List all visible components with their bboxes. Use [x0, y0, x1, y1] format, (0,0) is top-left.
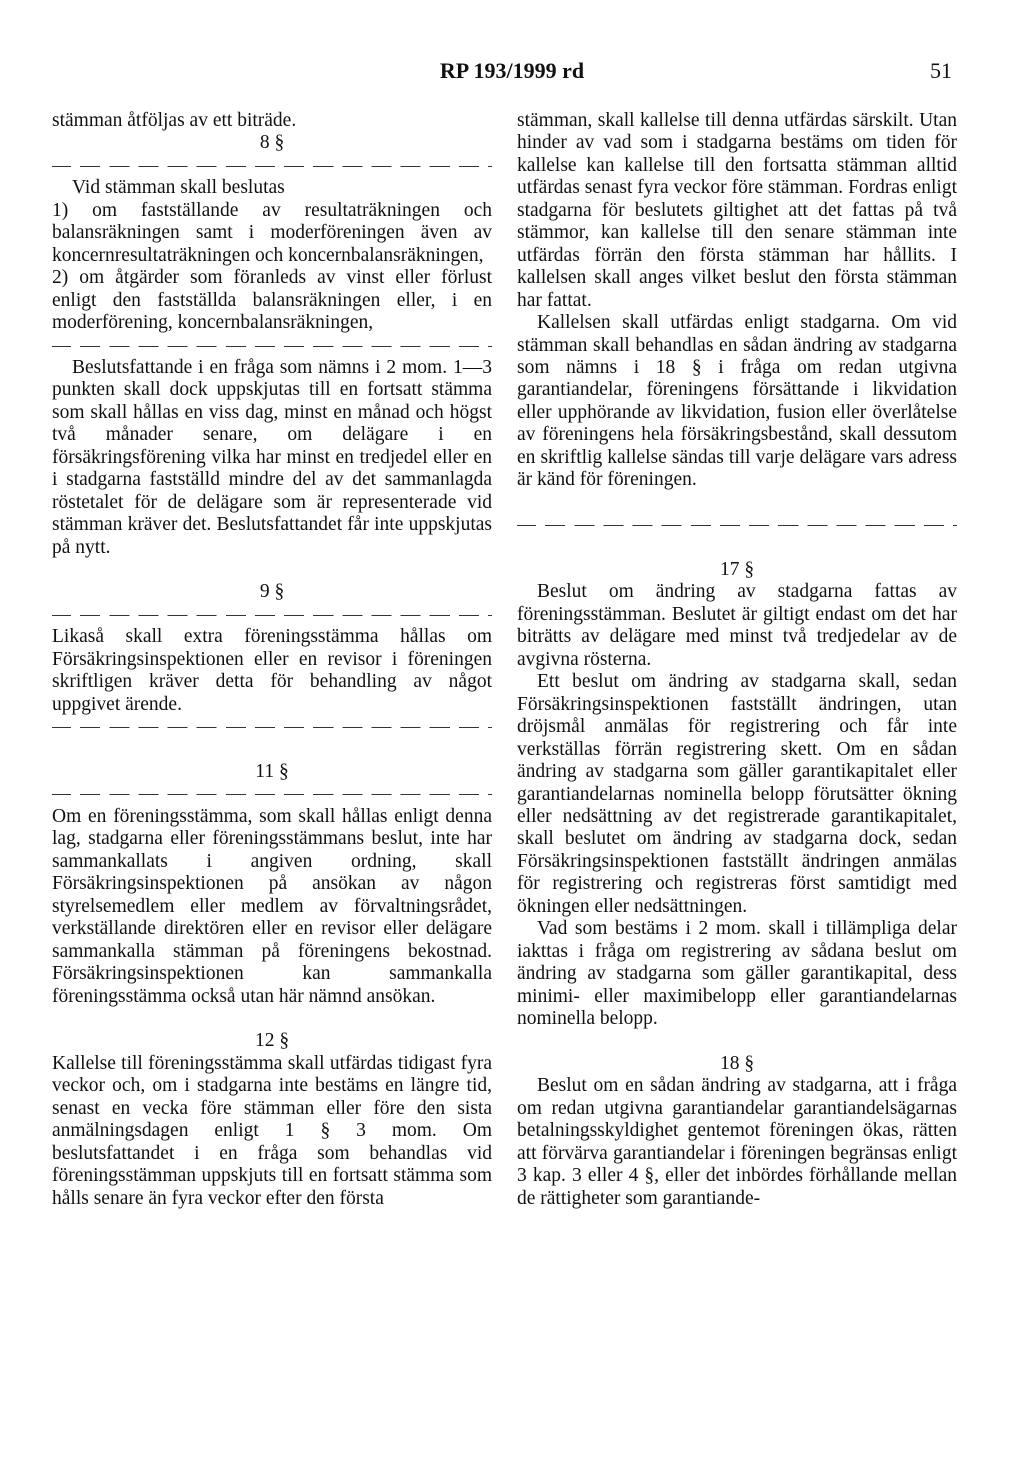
right-column	[517, 110, 957, 1210]
paragraph: Vad som bestäms i 2 mom. skall i tillämpliga delar iakttas i fråga om registrering av sådana beslut om ändring av stadgarna som gäller garantikapital, dess minimi- eller maximibelopp eller garantiandelarnas nominella belopp.	[517, 918, 957, 1030]
omission-line	[52, 335, 492, 357]
list-item: 2) om åtgärder som föranleds av vinst eller förlust enligt den fastställda balansräkningen eller, i en moderförening, koncernbalansräkningen,	[52, 267, 492, 334]
paragraph: Likaså skall extra föreningsstämma hållas om Försäkringsinspektionen eller en revisor i föreningen skriftligen kräver detta för behandling av något uppgivet ärende.	[52, 626, 492, 715]
omission-line	[517, 514, 957, 536]
paragraph: Vid stämman skall beslutas	[72, 177, 285, 199]
continuation-paragraph: stämman åtföljas av ett biträde.	[52, 110, 297, 131]
paragraph: Kallelsen skall utfärdas enligt stadgarna. Om vid stämman skall behandlas en sådan ändring av stadgarna som nämns i 18 § i fråga om redan utgivna garantiandelar, föreningens försättande i likvidation eller upphörande av likvidation, fusion eller överlåtelse av föreningens hela försäkringsbestånd, skall dessutom en skriftlig kallelse sändas till varje delägare vars adress är känd för föreningen.	[517, 312, 957, 491]
section-heading-8: 8 §	[259, 132, 285, 154]
continuation-paragraph: stämman, skall kallelse till denna utfärdas särskilt. Utan hinder av vad som i stadgarna bestäms om tiden för kallelse kan kallelse till den fortsatta stämman alltid utfärdas senast fyra veckor före stämman. Fordras enligt stadgarna för beslutets giltighet att det fattas på två stämmor, kan kallelse till den senare stämman inte utfärdas förrän den första stämman har hållits. I kallelsen skall anges vilket beslut den första stämman har fattat.	[517, 110, 957, 311]
paragraph: Om en föreningsstämma, som skall hållas enligt denna lag, stadgarna eller föreningsstämmans beslut, inte har sammankallats i angiven ordning, skall Försäkringsinspektionen på ansökan av någon styrelsemedlem eller medlem av förvaltningsrådet, verkställande direktören eller en revisor eller delägare sammankalla stämman på föreningens bekostnad. Försäkringsinspektionen kan sammankalla föreningsstämma också utan här nämnd ansökan.	[52, 805, 492, 1007]
paragraph: Beslutsfattande i en fråga som nämns i 2 mom. 1—3 punkten skall dock uppskjutas till en fortsatt stämma som skall hållas en viss dag, minst en månad och högst två månader senare, om delägare i en försäkringsförening vilka har minst en tredjedel eller en i stadgarna fastställd mindre del av det sammanlagda röstetalet för de delägare som är representerade vid stämman kräver det. Beslutsfattandet får inte uppskjutas på nytt.	[52, 356, 492, 558]
section-heading-17: 17 §	[719, 559, 755, 581]
section-heading-18: 18 §	[719, 1052, 755, 1074]
omission-line	[52, 716, 492, 738]
paragraph: Beslut om ändring av stadgarna fattas av föreningsstämman. Beslutet är giltigt endast om det har biträtts av delägare med minst två tredjedelar av de avgivna rösterna.	[517, 581, 957, 670]
omission-line	[52, 783, 492, 805]
page-number: 51	[930, 58, 952, 83]
paragraph: Beslut om en sådan ändring av stadgarna, att i fråga om redan utgivna garantiandelar garantiandelsägarnas betalningsskyldighet gentemot föreningen ökas, rätten att förvärva garantiandelar i föreningen begränsas enligt 3 kap. 3 eller 4 §, eller det inbördes förhållande mellan de rättigheter som garantiande-	[517, 1075, 957, 1209]
omission-line	[52, 155, 492, 177]
section-heading-9: 9 §	[259, 581, 285, 603]
document-reference: RP 193/1999 rd	[439, 58, 585, 83]
paragraph: Ett beslut om ändring av stadgarna skall, sedan Försäkringsinspektionen fastställt ändringen, utan dröjsmål anmälas för registrering och får inte verkställas förrän registrering skett. Om en sådan ändring av stadgarna som gäller garantikapitalet eller garantiandelarnas nominella belopp förutsätter ökning eller nedsättning av det registrerade garantikapitalet, skall beslutet om ändring av stadgarna dock, sedan Försäkringsinspektionen fastställt ändringen anmälas för registrering och registreras först samtidigt med ökningen eller nedsättningen.	[517, 671, 957, 917]
page-header	[0, 58, 1024, 88]
section-heading-12: 12 §	[254, 1030, 290, 1052]
left-column	[52, 110, 492, 1210]
section-heading-11: 11 §	[255, 761, 289, 783]
omission-line	[52, 604, 492, 626]
paragraph: Kallelse till föreningsstämma skall utfärdas tidigast fyra veckor och, om i stadgarna inte bestäms en längre tid, senast en vecka före stämman eller före den sista anmälningsdagen enligt 1 § 3 mom. Om beslutsfattandet i en fråga som behandlas vid föreningsstämman uppskjuts till en fortsatt stämma som hålls senare än fyra veckor efter den första	[52, 1052, 492, 1209]
list-item: 1) om fastställande av resultaträkningen och balansräkningen samt i moderföreningen även av koncernresultaträkningen och koncernbalansräkningen,	[52, 199, 492, 266]
